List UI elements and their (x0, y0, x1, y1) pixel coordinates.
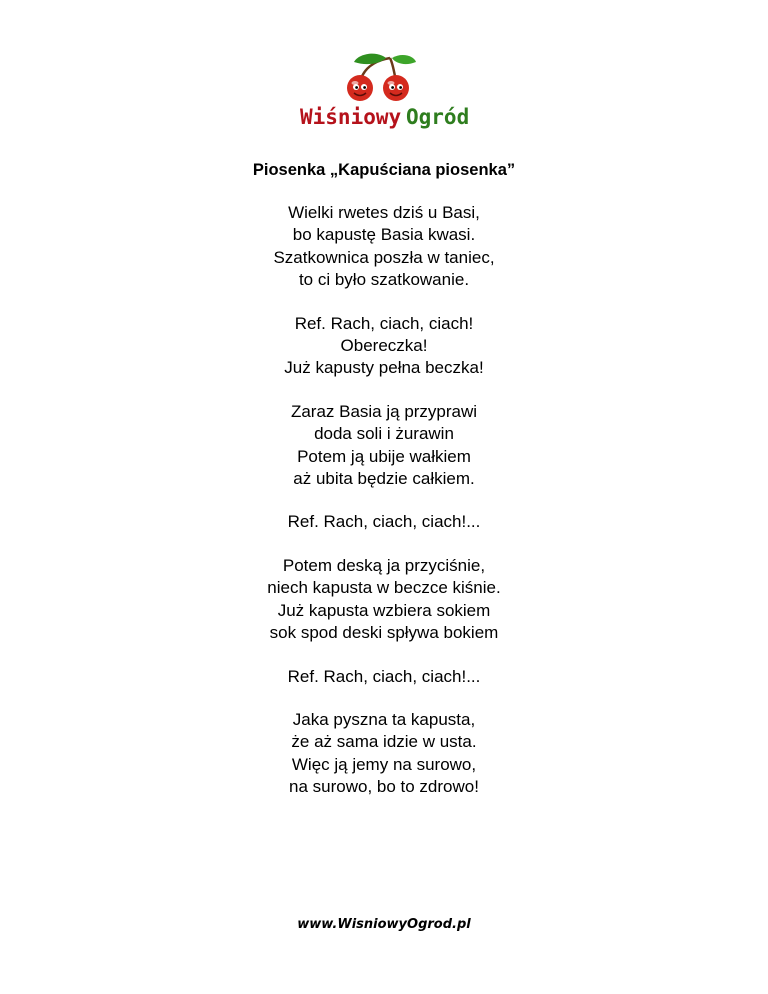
lyric-line: Obereczka! (340, 336, 428, 356)
lyric-line: na surowo, bo to zdrowo! (289, 777, 479, 797)
lyric-line: Potem deską ja przyciśnie, (282, 555, 486, 575)
lyric-line: bo kapustę Basia kwasi. (292, 225, 476, 245)
lyric-line: Szatkownica poszła w taniec, (273, 247, 495, 267)
stanza (0, 511, 768, 533)
lyric-line: Już kapusty pełna beczka! (284, 358, 484, 378)
stanza (0, 666, 768, 688)
song-title: Piosenka „Kapuściana piosenka” (252, 161, 516, 179)
lyric-line: Już kapusta wzbiera sokiem (277, 600, 491, 620)
lyric-line: Jaka pyszna ta kapusta, (292, 709, 476, 729)
leaf-icon (354, 54, 386, 64)
wisniowy-ogrod-logo (298, 52, 470, 130)
stanza (0, 313, 768, 380)
lyric-line: aż ubita będzie całkiem. (293, 469, 475, 489)
lyric-line: Więc ją jemy na surowo, (291, 754, 477, 774)
lyric-line: sok spod deski spływa bokiem (269, 623, 499, 643)
logo-text-wisniowy: Wiśniowy (300, 105, 402, 129)
lyric-line: doda soli i żurawin (314, 424, 454, 444)
cherries-icon (347, 75, 409, 101)
lyric-line: Potem ją ubije wałkiem (297, 446, 471, 466)
lyric-line: Ref. Rach, ciach, ciach! (294, 313, 474, 333)
lyric-line: Wielki rwetes dziś u Basi, (288, 203, 480, 222)
stanza (0, 709, 768, 799)
lyric-line: niech kapusta w beczce kiśnie. (267, 578, 501, 598)
lyric-line: Ref. Rach, ciach, ciach!... (287, 512, 481, 532)
lyric-line: Ref. Rach, ciach, ciach!... (287, 666, 481, 686)
website-url: www.WisniowyOgrod.pl (297, 917, 471, 932)
stanza (0, 401, 768, 491)
stanza (0, 202, 768, 292)
lyric-line: Zaraz Basia ją przyprawi (290, 401, 478, 421)
lyric-line: to ci było szatkowanie. (298, 270, 470, 290)
stanza (0, 555, 768, 645)
lyric-line: że aż sama idzie w usta. (291, 732, 477, 752)
song-lyrics (0, 202, 768, 820)
logo-text-ogrod: Ogród (406, 105, 470, 129)
